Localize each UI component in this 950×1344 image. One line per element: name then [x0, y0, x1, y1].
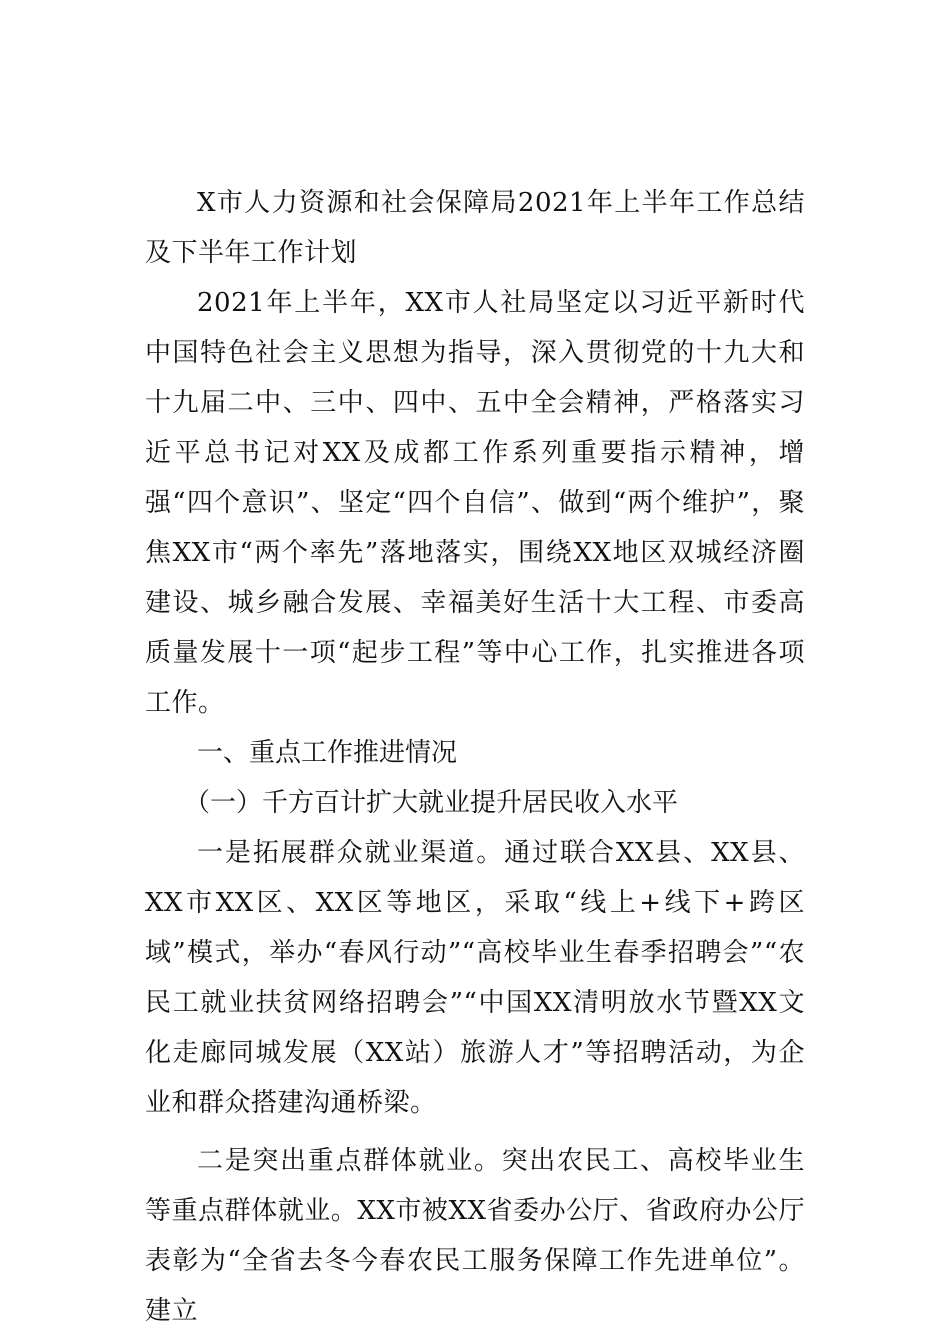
- intro-paragraph: 2021年上半年，XX市人社局坚定以习近平新时代中国特色社会主义思想为指导，深入贯彻党的十九大和十九届二中、三中、四中、五中全会精神，严格落实习近平总书记对XX及成都工作系列重要指示精神，增强“四个意识”、坚定“四个自信”、做到“两个维护”，聚焦XX市“两个率先”落地落实，围绕XX地区双城经济圈建设、城乡融合发展、幸福美好生活十大工程、市委高质量发展十一项“起步工程”等中心工作，扎实推进各项工作。: [145, 288, 805, 718]
- document-page: [145, 178, 805, 1336]
- document-title: X市人力资源和社会保障局2021年上半年工作总结及下半年工作计划: [145, 188, 805, 268]
- subsection-heading: （一）千方百计扩大就业提升居民收入水平: [184, 788, 679, 818]
- paragraph-spacer: [145, 1128, 805, 1136]
- body-paragraph-2: 二是突出重点群体就业。突出农民工、高校毕业生等重点群体就业。XX市被XX省委办公厅、省政府办公厅表彰为“全省去冬今春农民工服务保障工作先进单位”。建立: [145, 1146, 805, 1326]
- body-paragraph-1: 一是拓展群众就业渠道。通过联合XX县、XX县、XX市XX区、XX区等地区，采取“线上+线下+跨区域”模式，举办“春风行动”“高校毕业生春季招聘会”“农民工就业扶贫网络招聘会”“中国XX清明放水节暨XX文化走廊同城发展（XX站）旅游人才”等招聘活动，为企业和群众搭建沟通桥梁。: [145, 838, 805, 1118]
- section-heading: 一、重点工作推进情况: [197, 738, 458, 768]
